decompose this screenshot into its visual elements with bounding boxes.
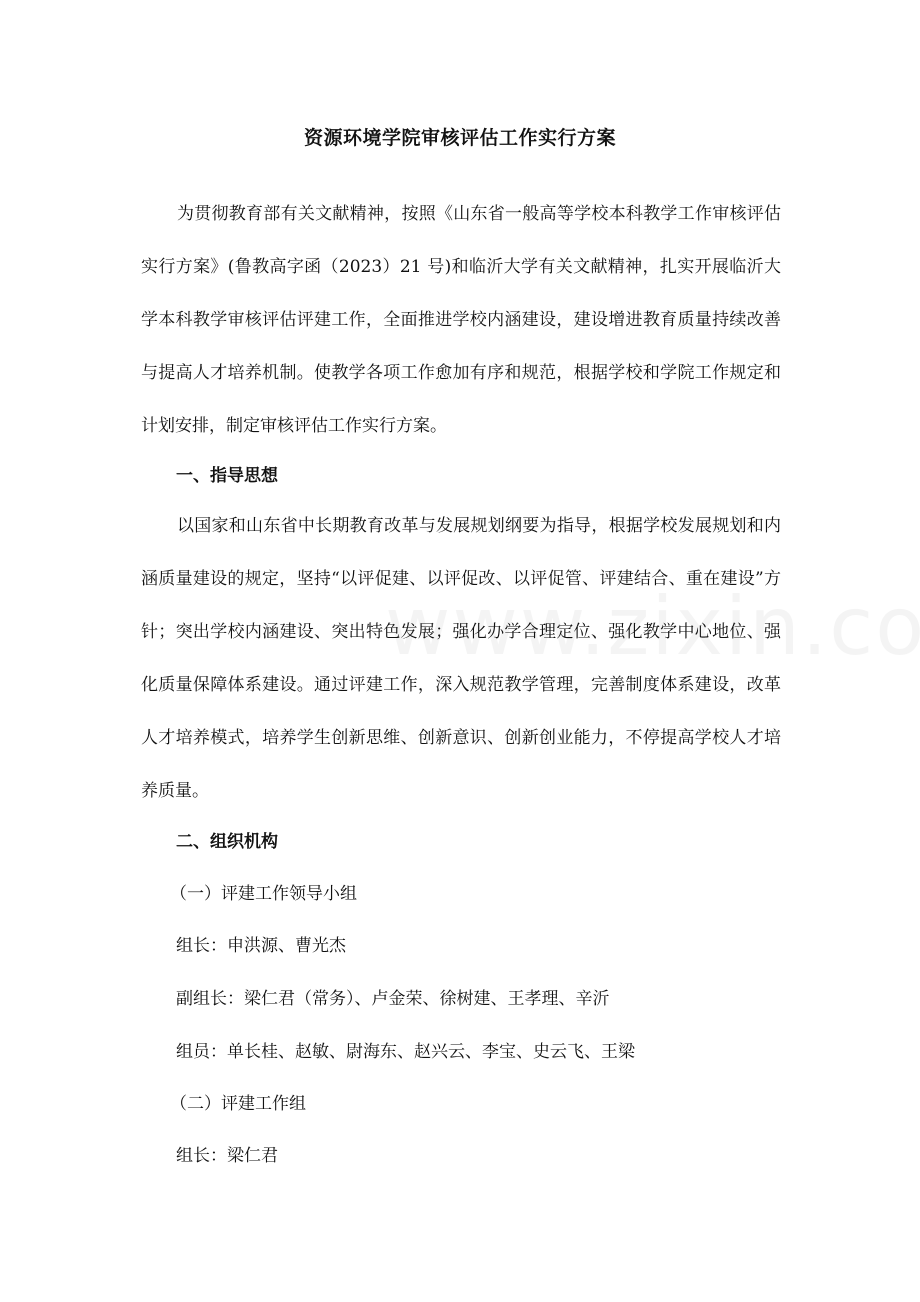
subsection-working-group: （二）评建工作组 xyxy=(170,1094,306,1114)
leading-group-members: 组员：单长桂、赵敏、尉海东、赵兴云、李宝、史云飞、王梁 xyxy=(176,1042,635,1062)
working-group-leader: 组长：梁仁君 xyxy=(176,1146,278,1166)
document-title: 资源环境学院审核评估工作实行方案 xyxy=(303,127,616,149)
intro-paragraph: 为贯彻教育部有关文献精神，按照《山东省一般高等学校本科教学工作审核评估实行方案》(鲁教高字函（2023）21 号)和临沂大学有关文献精神，扎实开展临沂大学本科教学审核评估评建工作，全面推进学校内涵建设，建设增进教育质量持续改善与提高人才培养机制。使教学各项工作愈加有序和规范，根据学校和学院工作规定和计划安排，制定审核评估工作实行方案。 xyxy=(141,204,781,436)
guiding-ideology-paragraph: 以国家和山东省中长期教育改革与发展规划纲要为指导，根据学校发展规划和内涵质量建设的规定，坚持“以评促建、以评促改、以评促管、评建结合、重在建设”方针；突出学校内涵建设、突出特色发展；强化办学合理定位、强化教学中心地位、强化质量保障体系建设。通过评建工作，深入规范教学管理，完善制度体系建设，改革人才培养模式，培养学生创新思维、创新意识、创新创业能力，不停提高学校人才培养质量。 xyxy=(141,516,781,801)
subsection-leading-group: （一）评建工作领导小组 xyxy=(170,884,357,904)
leading-group-deputy: 副组长：梁仁君（常务）、卢金荣、徐树建、王孝理、辛沂 xyxy=(176,989,610,1009)
leading-group-leader: 组长：申洪源、曹光杰 xyxy=(176,936,346,956)
section-heading-guiding-ideology: 一、指导思想 xyxy=(176,466,278,486)
section-heading-organization: 二、组织机构 xyxy=(176,832,278,852)
